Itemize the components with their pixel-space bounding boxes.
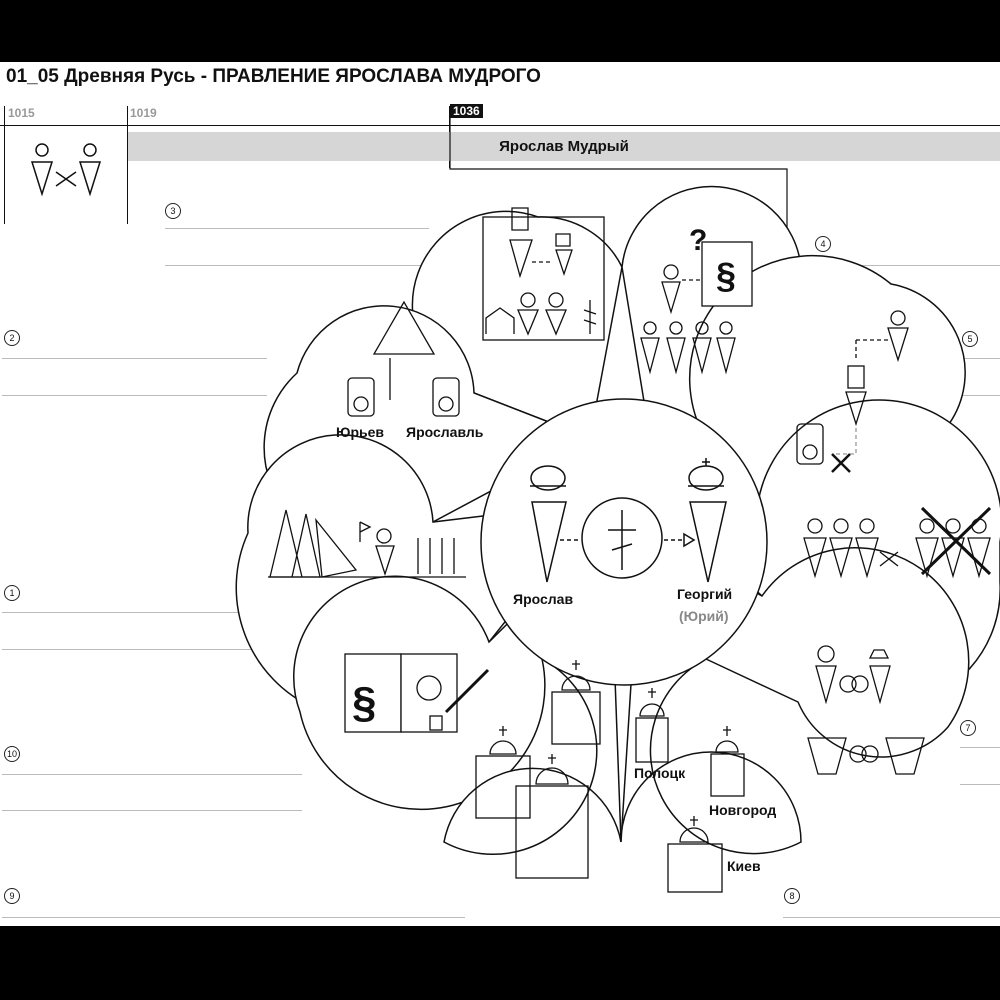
rival-princes-icon <box>32 144 100 194</box>
number-4: 4 <box>815 236 831 252</box>
year-1036: 1036 <box>450 104 483 118</box>
number-5: 5 <box>962 331 978 347</box>
number-1: 1 <box>4 585 20 601</box>
number-7: 7 <box>960 720 976 736</box>
page-title: 01_05 Древняя Русь - ПРАВЛЕНИЕ ЯРОСЛАВА МУДРОГО <box>6 66 541 87</box>
city-label-yuryev: Юрьев <box>336 424 384 440</box>
number-8: 8 <box>784 888 800 904</box>
year-1019: 1019 <box>130 106 157 120</box>
city-label-novgorod: Новгород <box>709 802 777 818</box>
city-label-kiev: Киев <box>727 858 761 874</box>
paragraph-book-icon: § <box>352 678 377 727</box>
number-10: 10 <box>4 746 20 762</box>
center-right-name: Георгий <box>677 586 733 602</box>
number-9: 9 <box>4 888 20 904</box>
city-label-yaroslavl: Ярославль <box>406 424 484 440</box>
reign-bar-label: Ярослав Мудрый <box>499 138 629 155</box>
number-3: 3 <box>165 203 181 219</box>
flower-diagram <box>0 62 1000 926</box>
year-1015: 1015 <box>8 106 35 120</box>
city-label-polotsk: Полоцк <box>634 765 686 781</box>
question-icon: ? <box>689 224 708 257</box>
center-circle <box>481 399 767 685</box>
worksheet <box>0 62 1000 926</box>
paragraph-law-icon: § <box>716 255 737 296</box>
number-2: 2 <box>4 330 20 346</box>
center-left-name: Ярослав <box>513 591 574 607</box>
center-right-alt-name: (Юрий) <box>679 608 729 624</box>
